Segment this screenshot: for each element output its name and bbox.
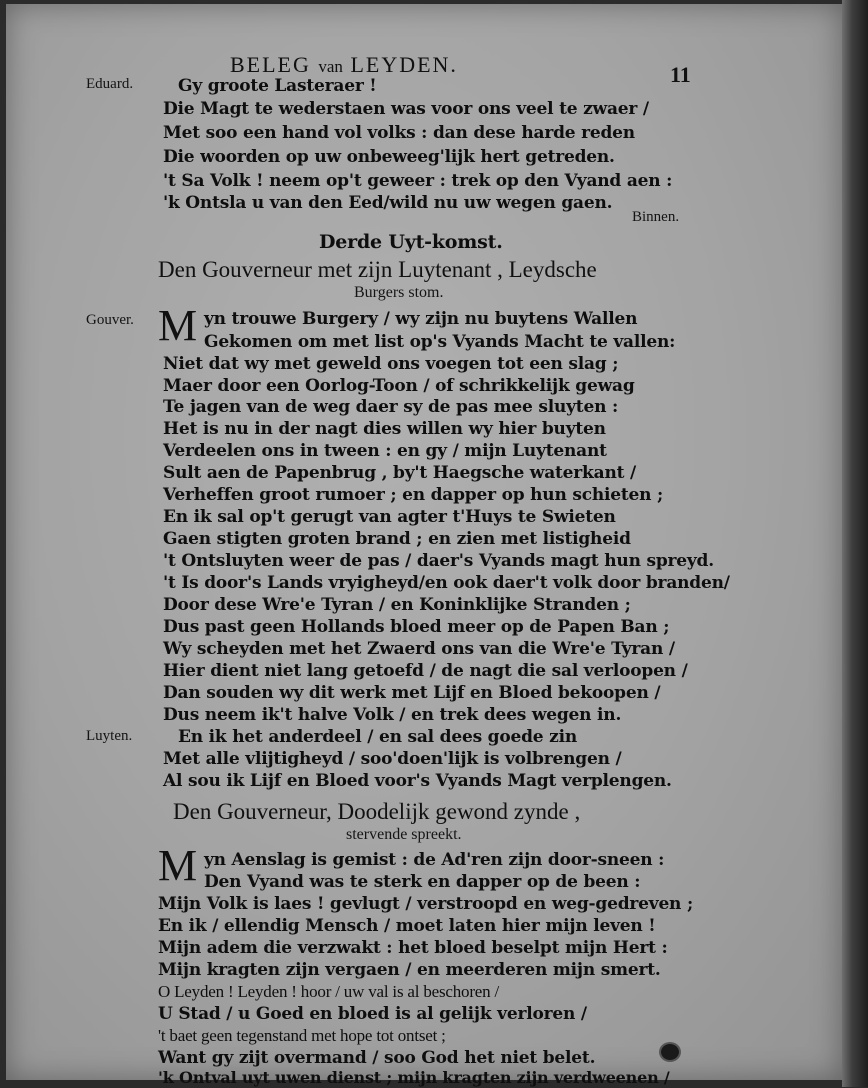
scene-subheading: Burgers stom. [354,284,444,301]
drop-cap: M [158,301,198,350]
drop-cap: M [158,841,198,890]
section-title: Derde Uyt-komst. [319,231,503,253]
verse-line: U Stad / u Goed en bloed is al gelijk verloren / [158,1004,587,1024]
verse-line: Dan souden wy dit werk met Lijf en Bloed bekoopen / [163,683,661,703]
verse-line: Die woorden op uw onbeweeg'lijk hert getreden. [163,147,615,167]
verse-line: Die Magt te wederstaen was voor ons veel te zwaer / [163,99,649,119]
verse-line: Met soo een hand vol volks : dan dese harde reden [163,123,635,143]
verse-line: En ik / ellendig Mensch / moet laten hier mijn leven ! [158,916,656,936]
verse-line: 't Is door's Lands vryigheyd/en ook daer't volk door branden/ [163,573,730,593]
verse-line: Niet dat wy met geweld ons voegen tot een slag ; [163,354,619,374]
verse-line: Dus past geen Hollands bloed meer op de Papen Ban ; [163,617,670,637]
verse-line: En ik sal op't gerugt van agter t'Huys te Swieten [163,507,616,527]
verse-line: O Leyden ! Leyden ! hoor / uw val is al beschoren / [158,982,500,1001]
verse-line: Sult aen de Papenbrug , by't Haegsche waterkant / [163,463,636,483]
verse-line: Verheffen groot rumoer ; en dapper op hun schieten ; [163,485,664,505]
scene-heading: Den Gouverneur met zijn Luytenant , Leydsche [158,257,597,282]
header-title-mid: van [318,57,343,76]
speaker-label: Luyten. [86,728,133,744]
verse-line: Het is nu in der nagt dies willen wy hier buyten [163,419,606,439]
book-page [6,4,842,1087]
verse-line: Mijn adem die verzwakt : het bloed beselpt mijn Hert : [158,938,668,958]
verse-line: Hier dient niet lang getoefd / de nagt die sal verloopen / [163,661,688,681]
running-header [230,52,458,78]
verse-line: Want gy zijt overmand / soo God het niet belet. [158,1048,596,1068]
verse-line: 't Ontsluyten weer de pas / daer's Vyands magt hun spreyd. [163,551,714,571]
verse-line: Verdeelen ons in tween : en gy / mijn Luytenant [163,441,607,461]
verse-line: Wy scheyden met het Zwaerd ons van die Wre'e Tyran / [163,639,675,659]
page-edge-shadow [842,0,868,1087]
verse-line: Mijn kragten zijn vergaen / en meerderen mijn smert. [158,960,661,980]
verse-line: Gaen stigten groten brand ; en zien met listigheid [163,529,631,549]
verse-line: Met alle vlijtigheyd / soo'doen'lijk is volbrengen / [163,749,622,769]
verse-line: Den Vyand was te sterk en dapper op de been : [204,872,641,892]
verse-line: yn trouwe Burgery / wy zijn nu buytens Wallen [204,309,638,329]
verse-line: 't baet geen tegenstand met hope tot ontset ; [158,1026,446,1045]
verse-line: yn Aenslag is gemist : de Ad'ren zijn door-sneen : [204,850,665,870]
header-title-right: LEYDEN. [350,52,458,77]
catchword-ornament-icon [659,1042,681,1062]
scene-heading: Den Gouverneur, Doodelijk gewond zynde , [173,799,581,824]
stage-direction: Binnen. [632,209,680,225]
speaker-label: Gouver. [86,312,134,328]
verse-line: Al sou ik Lijf en Bloed voor's Vyands Magt verplengen. [163,771,672,791]
verse-line: Gy groote Lasteraer ! [178,76,377,96]
verse-line: 'k Ontval uyt uwen dienst ; mijn kragten zijn verdweenen / [158,1068,670,1087]
verse-line: Mijn Volk is laes ! gevlugt / verstroopd en weg-gedreven ; [158,894,694,914]
header-title-left: BELEG [230,52,311,77]
speaker-label: Eduard. [86,76,134,92]
page-number: 11 [670,62,691,87]
scene-subheading: stervende spreekt. [346,826,462,843]
verse-line: 't Sa Volk ! neem op't geweer : trek op den Vyand aen : [163,171,673,191]
verse-line: Te jagen van de weg daer sy de pas mee sluyten : [163,397,619,417]
verse-line: Gekomen om met list op's Vyands Macht te vallen: [204,332,676,352]
verse-line: Dus neem ik't halve Volk / en trek dees wegen in. [163,705,622,725]
verse-line: Maer door een Oorlog-Toon / of schrikkelijk gewag [163,376,635,396]
verse-line: En ik het anderdeel / en sal dees goede zin [178,727,577,747]
verse-line: Door dese Wre'e Tyran / en Koninklijke Stranden ; [163,595,631,615]
verse-line: 'k Ontsla u van den Eed/wild nu uw wegen gaen. [163,193,613,213]
